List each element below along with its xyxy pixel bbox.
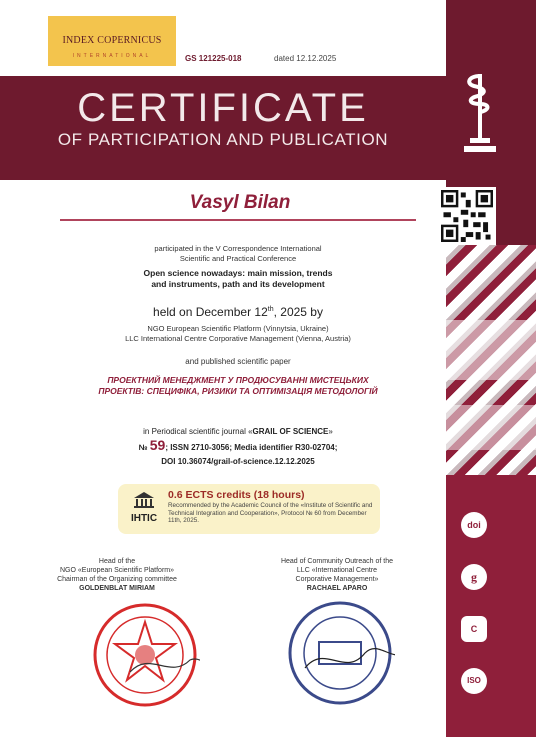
right-sig-line-3: Corporative Management» bbox=[295, 576, 379, 583]
name-underline bbox=[60, 219, 416, 221]
conference-title-line-2: and instruments, path and its development bbox=[151, 279, 325, 289]
index-copernicus-logo bbox=[48, 16, 176, 66]
qr-code-icon[interactable] bbox=[438, 187, 496, 245]
iso-icon[interactable]: ISO bbox=[461, 668, 487, 694]
left-sig-line-1: Head of the bbox=[98, 558, 136, 565]
crossref-icon[interactable]: C bbox=[461, 616, 487, 642]
stripe-highlight-2 bbox=[446, 405, 536, 450]
published-label: and published scientific paper bbox=[185, 357, 291, 366]
stripe-highlight-1 bbox=[446, 320, 536, 380]
right-sig-name: RACHAEL APARO bbox=[306, 585, 368, 592]
doi-line[interactable]: DOI 10.36074/grail-of-science.12.12.2025 bbox=[161, 457, 315, 466]
paper-title-line-2: ПРОЕКТІВ: СПЕЦИФІКА, РИЗИКИ ТА ОПТИМІЗАЦІЯ МЕТОДОЛОГІЙ bbox=[98, 386, 378, 396]
paper-title-line-1: ПРОЕКТНИЙ МЕНЕДЖМЕНТ У ПРОДЮСУВАННІ МИСТЕЦЬКИХ bbox=[107, 375, 369, 385]
participated-line-2: Scientific and Practical Conference bbox=[179, 254, 297, 263]
issue-line: № 59; ISSN 2710-3056; Media identifier R30-02704; bbox=[138, 437, 338, 453]
ihtic-label: IHTIC bbox=[130, 513, 158, 524]
red-stamp-icon bbox=[90, 600, 200, 710]
ects-title: 0.6 ECTS credits (18 hours) bbox=[168, 489, 305, 501]
doi-icon[interactable]: doi bbox=[461, 512, 487, 538]
right-sig-line-1: Head of Community Outreach of the bbox=[280, 558, 394, 565]
date-label: dated 12.12.2025 bbox=[274, 54, 337, 63]
left-sig-line-2: NGO «European Scientific Platform» bbox=[60, 567, 174, 574]
conference-title-line-1: Open science nowadays: main mission, trends bbox=[143, 268, 333, 278]
participated-line-1: participated in the V Correspondence International bbox=[154, 244, 322, 253]
blue-stamp-icon bbox=[285, 598, 395, 708]
gs-number: GS 121225-018 bbox=[185, 54, 242, 63]
certificate-subtitle: OF PARTICIPATION AND PUBLICATION bbox=[57, 130, 389, 149]
recipient-name: Vasyl Bilan bbox=[189, 192, 291, 213]
certificate-title: CERTIFICATE bbox=[77, 86, 369, 130]
left-sig-line-3: Chairman of the Organizing committee bbox=[57, 576, 177, 583]
google-scholar-icon[interactable]: g bbox=[461, 564, 487, 590]
logo-text: INDEX COPERNICUS bbox=[62, 35, 162, 46]
organizer-line-2: LLC International Centre Corporative Management (Vienna, Austria) bbox=[125, 334, 351, 343]
ects-credits-box bbox=[118, 484, 380, 534]
right-signature-block bbox=[262, 557, 412, 593]
logo-sub: INTERNATIONAL bbox=[72, 53, 152, 59]
held-date: held on December 12th, 2025 by bbox=[153, 305, 323, 319]
right-sig-line-2: LLC «International Centre bbox=[296, 567, 378, 574]
ects-description: Recommended by the Academic Council of the «Institute of Scientific and Technical Integration and Cooperation», Protocol № 60 from December 11th, 2025. bbox=[168, 502, 373, 525]
left-sig-name: GOLDENBLAT MIRIAM bbox=[79, 585, 155, 592]
left-signature-block bbox=[42, 557, 192, 593]
organizer-line-1: NGO European Scientific Platform (Vinnytsia, Ukraine) bbox=[147, 324, 329, 333]
journal-line: in Periodical scientific journal «GRAIL OF SCIENCE» bbox=[143, 427, 333, 436]
caduceus-icon bbox=[458, 70, 502, 160]
building-icon bbox=[134, 492, 154, 508]
ihtic-logo bbox=[126, 492, 162, 528]
